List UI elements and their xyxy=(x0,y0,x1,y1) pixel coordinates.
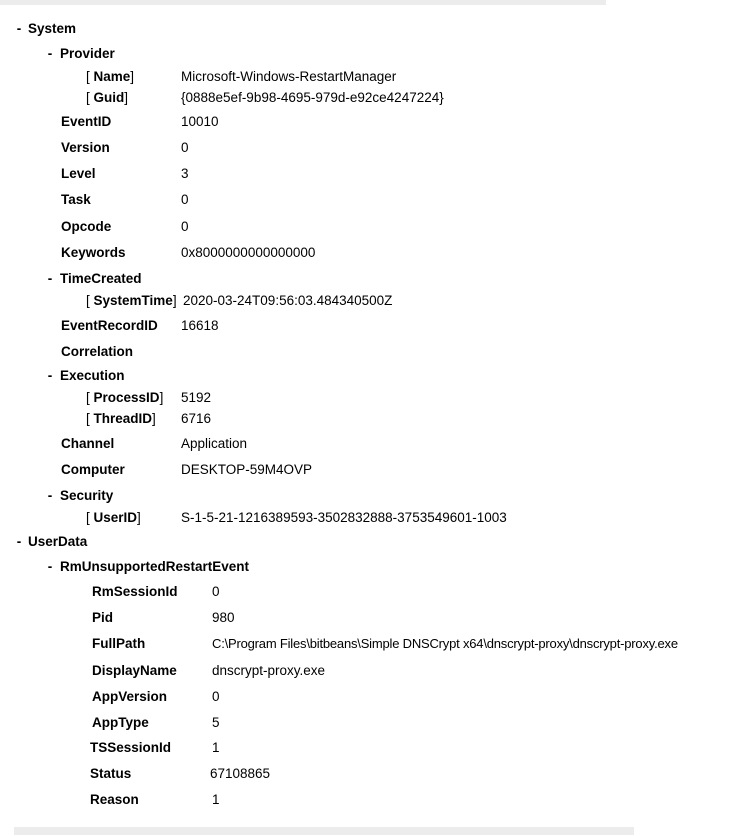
attr-name: [ Guid] xyxy=(86,90,129,105)
field-value: 0 xyxy=(181,219,189,234)
field-value: 1 xyxy=(212,740,220,755)
field-value: 67108865 xyxy=(210,766,271,781)
field-value: 5 xyxy=(212,715,220,730)
field-value: 1 xyxy=(212,792,220,807)
attr-value: {0888e5ef-9b98-4695-979d-e92ce4247224} xyxy=(181,90,444,105)
field-key: AppVersion xyxy=(92,689,168,704)
field-value: 16618 xyxy=(181,318,219,333)
attr-value: S-1-5-21-1216389593-3502832888-3753549601-1003 xyxy=(181,510,507,525)
attr-value: 2020-03-24T09:56:03.484340500Z xyxy=(183,293,393,308)
security-label: Security xyxy=(60,488,114,503)
collapse-security-toggle[interactable]: - xyxy=(47,488,53,503)
bottom-scroll-edge xyxy=(14,827,634,835)
collapse-provider-toggle[interactable]: - xyxy=(47,46,53,61)
field-key: DisplayName xyxy=(92,663,177,678)
field-key: TSSessionId xyxy=(90,740,172,755)
attr-value: Microsoft-Windows-RestartManager xyxy=(181,69,397,84)
field-value: 0 xyxy=(181,192,189,207)
field-key: Status xyxy=(90,766,132,781)
field-key: Version xyxy=(61,140,110,155)
field-key: Task xyxy=(61,192,91,207)
field-value: DESKTOP-59M4OVP xyxy=(181,462,313,477)
field-value: 0 xyxy=(212,689,220,704)
collapse-system-toggle[interactable]: - xyxy=(16,21,22,36)
field-key: EventRecordID xyxy=(61,318,158,333)
attr-value: 5192 xyxy=(181,390,212,405)
field-key: Channel xyxy=(61,436,115,451)
field-key: Opcode xyxy=(61,219,112,234)
field-value: Application xyxy=(181,436,248,451)
field-value: dnscrypt-proxy.exe xyxy=(212,663,326,678)
field-value: 3 xyxy=(181,166,189,181)
provider-label: Provider xyxy=(60,46,115,61)
timecreated-label: TimeCreated xyxy=(60,271,142,286)
collapse-execution-toggle[interactable]: - xyxy=(47,368,53,383)
field-value: 0 xyxy=(181,140,189,155)
collapse-timecreated-toggle[interactable]: - xyxy=(47,271,53,286)
top-scroll-edge xyxy=(0,0,606,5)
field-value: 980 xyxy=(212,610,235,625)
field-key: RmSessionId xyxy=(92,584,178,599)
field-value: 0 xyxy=(212,584,220,599)
field-key: Correlation xyxy=(61,344,134,359)
field-key: AppType xyxy=(92,715,149,730)
field-key: Keywords xyxy=(61,245,126,260)
attr-name: [ SystemTime] xyxy=(86,293,177,308)
execution-label: Execution xyxy=(60,368,125,383)
field-value: 0x8000000000000000 xyxy=(181,245,316,260)
system-label: System xyxy=(28,21,77,36)
collapse-userdata-toggle[interactable]: - xyxy=(16,534,22,549)
field-key: FullPath xyxy=(92,636,146,651)
field-key: EventID xyxy=(61,114,112,129)
attr-name: [ ThreadID] xyxy=(86,411,156,426)
event-label: RmUnsupportedRestartEvent xyxy=(60,559,250,574)
attr-name: [ UserID] xyxy=(86,510,141,525)
field-key: Reason xyxy=(90,792,139,807)
attr-name: [ Name] xyxy=(86,69,135,84)
field-key: Computer xyxy=(61,462,125,477)
userdata-label: UserData xyxy=(28,534,88,549)
attr-name: [ ProcessID] xyxy=(86,390,164,405)
attr-value: 6716 xyxy=(181,411,212,426)
field-value: C:\Program Files\bitbeans\Simple DNSCrypt x64\dnscrypt-proxy\dnscrypt-proxy.exe xyxy=(212,636,678,651)
field-key: Level xyxy=(61,166,96,181)
field-key: Pid xyxy=(92,610,114,625)
field-value: 10010 xyxy=(181,114,219,129)
collapse-event-toggle[interactable]: - xyxy=(47,559,53,574)
